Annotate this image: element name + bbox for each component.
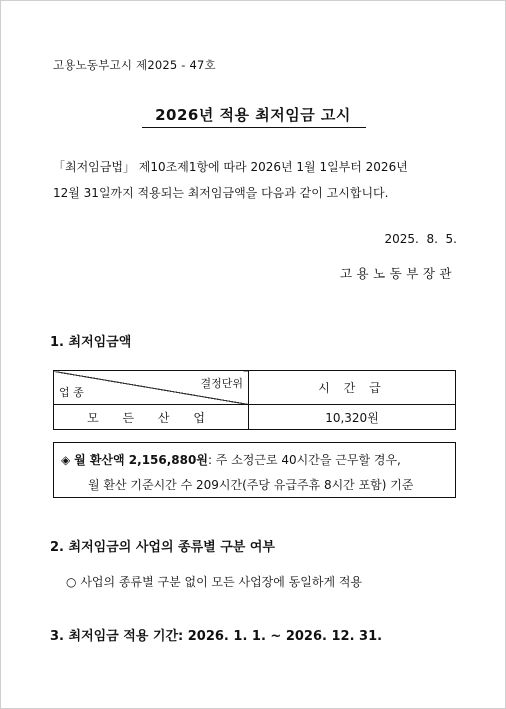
title-underline xyxy=(142,127,366,128)
section-1-heading: 1. 최저임금액 xyxy=(50,335,132,350)
monthly-conversion-note xyxy=(53,442,456,498)
section-2-text: 사업의 종류별 구분 없이 모든 사업장에 동일하게 적용 xyxy=(80,575,363,589)
table-header-row xyxy=(54,371,456,405)
section-3-heading: 3. 최저임금 적용 기간: 2026. 1. 1. ~ 2026. 12. 31. xyxy=(50,629,383,644)
issuer-name: 고용노동부장관 xyxy=(339,266,456,281)
document-number: 고용노동부고시 제2025 - 47호 xyxy=(53,58,216,72)
industry-cell: 모 든 산 업 xyxy=(54,405,249,430)
note-line-2: 월 환산 기준시간 수 209시간(주당 유급주휴 8시간 포함) 기준 xyxy=(88,478,414,492)
circle-bullet-icon: ○ xyxy=(66,575,77,589)
intro-line-2: 12월 31일까지 적용되는 최저임금액을 다음과 같이 고시합니다. xyxy=(53,186,389,200)
issue-date: 2025. 8. 5. xyxy=(384,232,457,246)
section-2-item xyxy=(66,573,362,590)
table-row xyxy=(54,405,456,430)
minimum-wage-table xyxy=(53,370,456,430)
industry-label: 업 종 xyxy=(59,386,84,399)
monthly-amount: 월 환산액 2,156,880원 xyxy=(74,453,208,467)
page-title: 2026년 적용 최저임금 고시 xyxy=(155,106,351,124)
decision-unit-label: 결정단위 xyxy=(200,377,243,390)
intro-line-1: 「최저임금법」 제10조제1항에 따라 2026년 1월 1일부터 2026년 xyxy=(53,160,408,174)
intro-paragraph xyxy=(53,154,408,206)
diagonal-header-cell xyxy=(54,371,249,405)
section-2-heading: 2. 최저임금의 사업의 종류별 구분 여부 xyxy=(50,540,275,555)
hourly-wage-header: 시 간 급 xyxy=(249,371,456,405)
note-condition: : 주 소정근로 40시간을 근무할 경우, xyxy=(207,453,401,467)
diamond-bullet-icon: ◈ xyxy=(61,453,71,467)
wage-value-cell: 10,320원 xyxy=(249,405,456,430)
note-line-1 xyxy=(61,451,401,468)
